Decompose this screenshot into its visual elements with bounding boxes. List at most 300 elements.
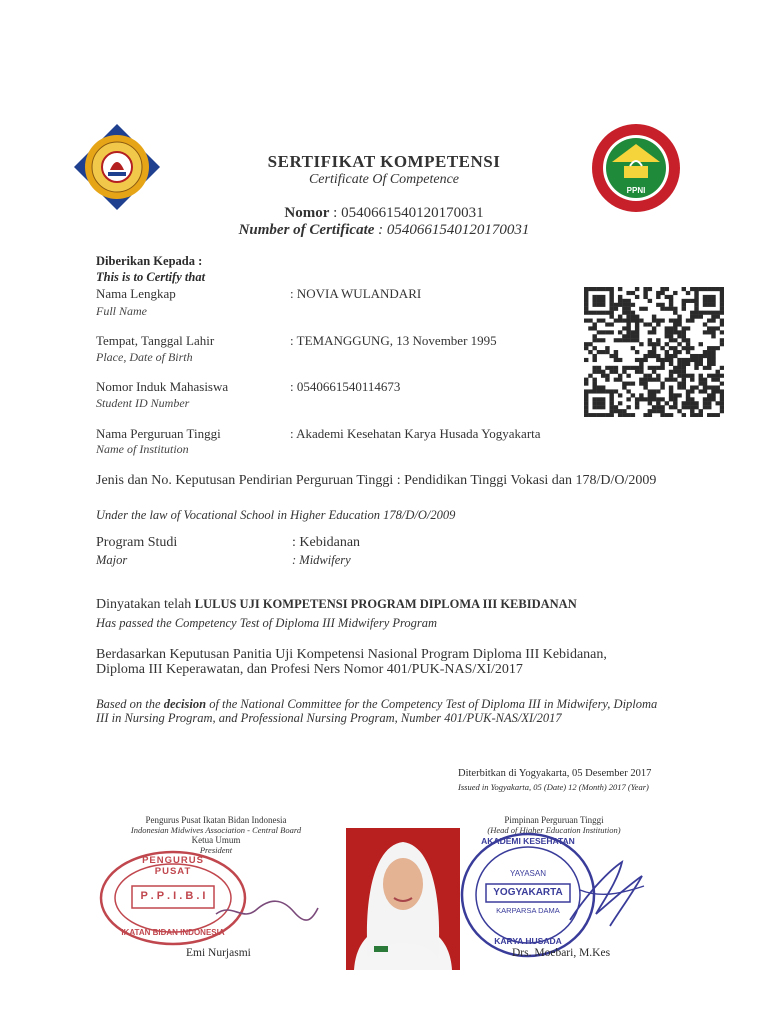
qr-module bbox=[716, 401, 720, 405]
qr-module bbox=[703, 354, 707, 358]
qr-module bbox=[656, 405, 660, 409]
qr-module bbox=[677, 370, 681, 374]
field-value-birth: : TEMANGGUNG, 13 November 1995 bbox=[290, 333, 497, 348]
qr-module bbox=[622, 366, 626, 370]
qr-module bbox=[669, 299, 673, 303]
qr-module bbox=[601, 287, 605, 291]
qr-module bbox=[614, 319, 618, 323]
qr-module bbox=[614, 354, 618, 358]
student-photo bbox=[346, 828, 460, 970]
qr-module bbox=[677, 366, 681, 370]
qr-module bbox=[648, 342, 652, 346]
qr-module bbox=[635, 319, 639, 323]
qr-module bbox=[648, 409, 652, 413]
qr-module bbox=[677, 330, 681, 334]
qr-module bbox=[592, 389, 596, 393]
qr-module bbox=[622, 303, 626, 307]
qr-module bbox=[652, 319, 656, 323]
qr-module bbox=[631, 393, 635, 397]
qr-module bbox=[618, 330, 622, 334]
qr-module bbox=[592, 358, 596, 362]
qr-module bbox=[588, 311, 592, 315]
qr-module bbox=[682, 370, 686, 374]
qr-module bbox=[677, 382, 681, 386]
qr-module bbox=[711, 374, 715, 378]
qr-module bbox=[665, 358, 669, 362]
qr-module bbox=[614, 303, 618, 307]
qr-module bbox=[711, 319, 715, 323]
qr-module bbox=[605, 311, 609, 315]
right-signature bbox=[560, 850, 650, 940]
qr-module bbox=[720, 405, 724, 409]
ppni-abbr: PPNI bbox=[626, 186, 646, 195]
qr-module bbox=[648, 397, 652, 401]
qr-module bbox=[618, 299, 622, 303]
decree-text-en: Under the law of Vocational School in Higher Education 178/D/O/2009 bbox=[96, 508, 456, 522]
qr-module bbox=[626, 330, 630, 334]
qr-module bbox=[716, 346, 720, 350]
qr-module bbox=[622, 334, 626, 338]
qr-module bbox=[609, 287, 613, 291]
qr-module bbox=[643, 397, 647, 401]
qr-module bbox=[584, 295, 588, 299]
qr-module bbox=[614, 338, 618, 342]
qr-module bbox=[669, 378, 673, 382]
qr-module bbox=[699, 378, 703, 382]
qr-module bbox=[635, 366, 639, 370]
qr-module bbox=[703, 287, 707, 291]
qr-module bbox=[720, 382, 724, 386]
qr-module bbox=[665, 350, 669, 354]
qr-module bbox=[631, 315, 635, 319]
right-signer-name: Drs. Moebari, M.Kes bbox=[512, 947, 611, 959]
qr-module bbox=[707, 354, 711, 358]
qr-module bbox=[605, 350, 609, 354]
qr-module bbox=[635, 358, 639, 362]
qr-module bbox=[643, 358, 647, 362]
qr-module bbox=[622, 307, 626, 311]
qr-module bbox=[703, 311, 707, 315]
qr-module bbox=[677, 319, 681, 323]
qr-module bbox=[660, 346, 664, 350]
qr-module bbox=[643, 291, 647, 295]
qr-module bbox=[720, 338, 724, 342]
qr-module bbox=[656, 303, 660, 307]
qr-module bbox=[690, 287, 694, 291]
qr-module bbox=[635, 397, 639, 401]
qr-module bbox=[605, 413, 609, 417]
qr-module bbox=[716, 389, 720, 393]
qr-module bbox=[720, 393, 724, 397]
qr-module bbox=[622, 299, 626, 303]
qr-module bbox=[690, 319, 694, 323]
qr-module bbox=[660, 366, 664, 370]
qr-module bbox=[648, 413, 652, 417]
qr-module bbox=[609, 409, 613, 413]
qr-module bbox=[673, 330, 677, 334]
qr-module bbox=[626, 311, 630, 315]
qr-module bbox=[707, 299, 711, 303]
qr-module bbox=[699, 374, 703, 378]
qr-module bbox=[631, 291, 635, 295]
left-signer-name: Emi Nurjasmi bbox=[186, 947, 251, 959]
qr-module bbox=[643, 378, 647, 382]
qr-module bbox=[618, 409, 622, 413]
qr-module bbox=[652, 378, 656, 382]
qr-module bbox=[584, 319, 588, 323]
qr-module bbox=[699, 413, 703, 417]
qr-module bbox=[584, 413, 588, 417]
qr-module bbox=[690, 409, 694, 413]
qr-module bbox=[643, 354, 647, 358]
qr-module bbox=[648, 366, 652, 370]
qr-module bbox=[703, 295, 707, 299]
qr-module bbox=[597, 287, 601, 291]
qr-module bbox=[601, 401, 605, 405]
field-value-full-name: : NOVIA WULANDARI bbox=[290, 286, 422, 301]
qr-module bbox=[656, 319, 660, 323]
qr-module bbox=[635, 405, 639, 409]
qr-module bbox=[669, 374, 673, 378]
qr-module bbox=[592, 299, 596, 303]
qr-module bbox=[601, 385, 605, 389]
qr-module bbox=[690, 397, 694, 401]
qr-module bbox=[703, 382, 707, 386]
qr-module bbox=[699, 389, 703, 393]
qr-module bbox=[665, 330, 669, 334]
qr-code bbox=[584, 287, 724, 417]
qr-module bbox=[703, 330, 707, 334]
qr-module bbox=[584, 299, 588, 303]
qr-module bbox=[673, 366, 677, 370]
basis-text: Berdasarkan Keputusan Panitia Uji Kompetensi Nasional Program Diploma III Kebidanan, Diploma III Keperawatan, dan Profesi Ners Nomor 401/PUK-NAS/XI/2017 bbox=[96, 647, 607, 677]
qr-module bbox=[618, 413, 622, 417]
qr-module bbox=[720, 342, 724, 346]
qr-module bbox=[631, 303, 635, 307]
qr-module bbox=[614, 370, 618, 374]
qr-module bbox=[686, 401, 690, 405]
qr-module bbox=[597, 338, 601, 342]
qr-module bbox=[669, 362, 673, 366]
qr-module bbox=[716, 413, 720, 417]
qr-module bbox=[703, 299, 707, 303]
qr-module bbox=[669, 370, 673, 374]
qr-module bbox=[618, 319, 622, 323]
number-label: Number of Certificate bbox=[238, 222, 375, 238]
qr-module bbox=[669, 354, 673, 358]
field-label-full-name-en: Full Name bbox=[96, 304, 147, 318]
qr-module bbox=[639, 342, 643, 346]
qr-module bbox=[648, 350, 652, 354]
program-value: : Kebidanan bbox=[292, 535, 361, 550]
qr-module bbox=[592, 287, 596, 291]
qr-module bbox=[707, 319, 711, 323]
qr-module bbox=[716, 311, 720, 315]
qr-module bbox=[592, 334, 596, 338]
qr-module bbox=[584, 287, 588, 291]
qr-module bbox=[720, 311, 724, 315]
qr-module bbox=[686, 319, 690, 323]
qr-module bbox=[656, 378, 660, 382]
declared-text-en: Has passed the Competency Test of Diploma III Midwifery Program bbox=[96, 616, 438, 630]
qr-module bbox=[711, 287, 715, 291]
qr-module bbox=[720, 295, 724, 299]
qr-module bbox=[643, 413, 647, 417]
qr-module bbox=[682, 334, 686, 338]
qr-module bbox=[656, 366, 660, 370]
qr-module bbox=[631, 366, 635, 370]
qr-module bbox=[699, 382, 703, 386]
qr-module bbox=[584, 311, 588, 315]
qr-module bbox=[639, 370, 643, 374]
qr-module bbox=[626, 374, 630, 378]
qr-module bbox=[592, 311, 596, 315]
qr-module bbox=[711, 393, 715, 397]
qr-module bbox=[703, 405, 707, 409]
qr-module bbox=[609, 299, 613, 303]
qr-module bbox=[609, 393, 613, 397]
qr-module bbox=[639, 319, 643, 323]
qr-module bbox=[597, 405, 601, 409]
qr-module bbox=[699, 409, 703, 413]
qr-module bbox=[626, 291, 630, 295]
qr-module bbox=[601, 374, 605, 378]
qr-module bbox=[588, 350, 592, 354]
qr-module bbox=[720, 287, 724, 291]
qr-module bbox=[584, 307, 588, 311]
qr-module bbox=[635, 295, 639, 299]
qr-module bbox=[597, 397, 601, 401]
qr-module bbox=[686, 405, 690, 409]
qr-module bbox=[673, 354, 677, 358]
qr-module bbox=[716, 374, 720, 378]
qr-module bbox=[652, 397, 656, 401]
qr-module bbox=[601, 413, 605, 417]
qr-module bbox=[660, 287, 664, 291]
qr-module bbox=[707, 326, 711, 330]
qr-module bbox=[614, 405, 618, 409]
qr-module bbox=[584, 389, 588, 393]
qr-module bbox=[648, 374, 652, 378]
qr-module bbox=[720, 366, 724, 370]
qr-module bbox=[609, 330, 613, 334]
qr-module bbox=[707, 393, 711, 397]
qr-module bbox=[618, 393, 622, 397]
field-label-student-id: Nomor Induk Mahasiswa bbox=[96, 379, 229, 394]
qr-module bbox=[673, 322, 677, 326]
right-stamp-top: AKADEMI KESEHATAN bbox=[481, 836, 575, 846]
qr-module bbox=[652, 405, 656, 409]
qr-module bbox=[609, 405, 613, 409]
qr-module bbox=[631, 311, 635, 315]
qr-module bbox=[694, 401, 698, 405]
qr-module bbox=[682, 346, 686, 350]
qr-module bbox=[673, 378, 677, 382]
qr-module bbox=[703, 378, 707, 382]
qr-module bbox=[707, 358, 711, 362]
qr-module bbox=[677, 393, 681, 397]
qr-module bbox=[626, 322, 630, 326]
qr-module bbox=[690, 358, 694, 362]
qr-module bbox=[716, 385, 720, 389]
qr-module bbox=[711, 299, 715, 303]
qr-module bbox=[618, 303, 622, 307]
qr-module bbox=[652, 409, 656, 413]
qr-module bbox=[597, 370, 601, 374]
qr-module bbox=[643, 322, 647, 326]
qr-module bbox=[686, 362, 690, 366]
qr-module bbox=[694, 295, 698, 299]
qr-module bbox=[609, 354, 613, 358]
qr-module bbox=[635, 370, 639, 374]
qr-module bbox=[682, 413, 686, 417]
qr-module bbox=[703, 350, 707, 354]
qr-module bbox=[690, 385, 694, 389]
qr-module bbox=[597, 385, 601, 389]
qr-module bbox=[682, 307, 686, 311]
qr-module bbox=[677, 350, 681, 354]
qr-module bbox=[660, 405, 664, 409]
qr-module bbox=[673, 338, 677, 342]
qr-module bbox=[639, 366, 643, 370]
left-org: Pengurus Pusat Ikatan Bidan Indonesia bbox=[145, 815, 287, 825]
qr-module bbox=[686, 389, 690, 393]
qr-module bbox=[592, 303, 596, 307]
qr-module bbox=[652, 389, 656, 393]
qr-module bbox=[711, 413, 715, 417]
qr-module bbox=[656, 401, 660, 405]
qr-module bbox=[601, 311, 605, 315]
qr-module bbox=[588, 389, 592, 393]
qr-module bbox=[720, 299, 724, 303]
qr-module bbox=[711, 354, 715, 358]
qr-module bbox=[618, 378, 622, 382]
qr-module bbox=[682, 401, 686, 405]
qr-module bbox=[660, 319, 664, 323]
qr-module bbox=[584, 401, 588, 405]
qr-module bbox=[694, 413, 698, 417]
qr-module bbox=[643, 295, 647, 299]
qr-module bbox=[609, 311, 613, 315]
qr-module bbox=[699, 311, 703, 315]
qr-module bbox=[703, 366, 707, 370]
qr-module bbox=[656, 389, 660, 393]
qr-module bbox=[669, 405, 673, 409]
qr-module bbox=[682, 405, 686, 409]
qr-module bbox=[669, 389, 673, 393]
qr-module bbox=[648, 401, 652, 405]
program-label-en: Major bbox=[96, 553, 128, 567]
qr-module bbox=[677, 409, 681, 413]
qr-module bbox=[648, 354, 652, 358]
qr-module bbox=[694, 291, 698, 295]
issued-text: Diterbitkan di Yogyakarta, 05 Desember 2017 bbox=[458, 768, 652, 779]
right-stamp-l3: KARPARSA DAMA bbox=[496, 906, 560, 915]
qr-module bbox=[626, 389, 630, 393]
qr-module bbox=[652, 354, 656, 358]
qr-module bbox=[639, 393, 643, 397]
qr-module bbox=[601, 330, 605, 334]
qr-module bbox=[605, 322, 609, 326]
qr-module bbox=[669, 334, 673, 338]
qr-module bbox=[656, 397, 660, 401]
qr-module bbox=[652, 370, 656, 374]
qr-module bbox=[690, 413, 694, 417]
qr-module bbox=[626, 397, 630, 401]
qr-module bbox=[711, 303, 715, 307]
qr-module bbox=[690, 374, 694, 378]
qr-module bbox=[592, 346, 596, 350]
qr-module bbox=[614, 358, 618, 362]
qr-module bbox=[694, 299, 698, 303]
qr-module bbox=[609, 322, 613, 326]
qr-module bbox=[699, 342, 703, 346]
qr-module bbox=[609, 370, 613, 374]
qr-module bbox=[635, 322, 639, 326]
program-value-en: : Midwifery bbox=[292, 553, 351, 567]
declared-bold: LULUS UJI KOMPETENSI PROGRAM DIPLOMA III KEBIDANAN bbox=[194, 597, 577, 611]
left-stamp-top: PENGURUS PUSAT bbox=[142, 855, 204, 877]
qr-module bbox=[592, 405, 596, 409]
qr-module bbox=[626, 326, 630, 330]
qr-module bbox=[618, 315, 622, 319]
qr-module bbox=[682, 299, 686, 303]
field-label-birth-en: Place, Date of Birth bbox=[96, 350, 193, 364]
program-label: Program Studi bbox=[96, 535, 178, 550]
qr-module bbox=[609, 295, 613, 299]
qr-module bbox=[639, 362, 643, 366]
qr-module bbox=[694, 405, 698, 409]
qr-module bbox=[622, 319, 626, 323]
decree-text: Jenis dan No. Keputusan Pendirian Perguruan Tinggi : Pendidikan Tinggi Vokasi dan 178/D/O/2009 bbox=[96, 473, 657, 488]
certificate-number-en bbox=[0, 222, 768, 239]
qr-module bbox=[669, 413, 673, 417]
qr-module bbox=[614, 389, 618, 393]
qr-module bbox=[605, 389, 609, 393]
qr-module bbox=[686, 291, 690, 295]
qr-module bbox=[703, 385, 707, 389]
qr-module bbox=[597, 330, 601, 334]
qr-module bbox=[652, 342, 656, 346]
qr-module bbox=[643, 287, 647, 291]
qr-module bbox=[686, 346, 690, 350]
qr-module bbox=[635, 287, 639, 291]
qr-module bbox=[588, 374, 592, 378]
qr-module bbox=[609, 401, 613, 405]
qr-module bbox=[711, 362, 715, 366]
qr-module bbox=[639, 307, 643, 311]
qr-module bbox=[707, 311, 711, 315]
qr-module bbox=[720, 322, 724, 326]
qr-module bbox=[592, 338, 596, 342]
qr-module bbox=[669, 393, 673, 397]
qr-module bbox=[677, 315, 681, 319]
qr-module bbox=[584, 397, 588, 401]
field-label-full-name: Nama Lengkap bbox=[96, 286, 176, 301]
qr-module bbox=[622, 311, 626, 315]
qr-module bbox=[690, 405, 694, 409]
qr-module bbox=[699, 362, 703, 366]
qr-module bbox=[665, 334, 669, 338]
qr-module bbox=[690, 315, 694, 319]
qr-module bbox=[609, 397, 613, 401]
qr-module bbox=[626, 307, 630, 311]
qr-module bbox=[588, 326, 592, 330]
qr-module bbox=[703, 397, 707, 401]
qr-module bbox=[711, 315, 715, 319]
qr-module bbox=[677, 334, 681, 338]
qr-module bbox=[660, 409, 664, 413]
